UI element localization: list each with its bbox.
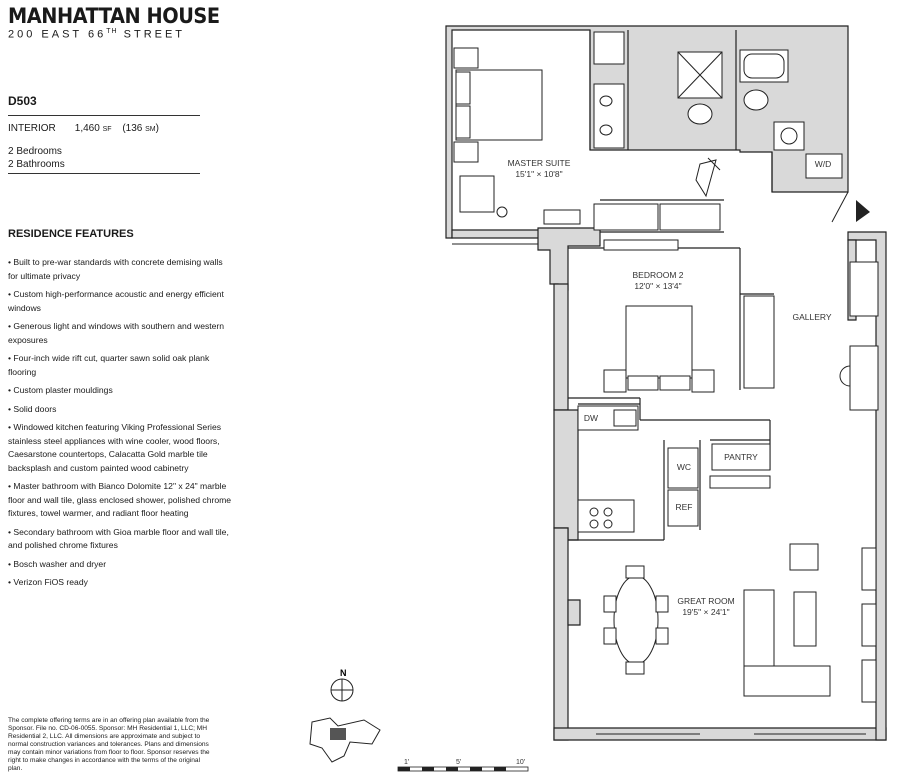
address-ordinal: TH <box>106 28 118 35</box>
feature-item: • Solid doors <box>8 403 233 417</box>
bathroom-count: 2 Bathrooms <box>8 159 65 170</box>
address-main: 200 EAST 66 <box>8 28 107 41</box>
room-gallery: GALLERY <box>792 312 832 322</box>
scale-tick: 1' <box>404 759 410 766</box>
feature-item: • Built to pre-war standards with concrete demising walls for ultimate privacy <box>8 256 233 283</box>
bedroom2-furniture <box>604 240 714 392</box>
room-great-room-dims: 19'5" × 24'1" <box>682 607 730 617</box>
scale-bar <box>398 759 528 771</box>
feature-item: • Custom high-performance acoustic and energy efficient windows <box>8 288 233 315</box>
room-bedroom-2-dims: 12'0" × 13'4" <box>634 281 682 291</box>
scale-tick: 5' <box>456 759 462 766</box>
room-great-room: GREAT ROOM <box>677 596 735 606</box>
label-refrigerator: REF <box>675 502 693 512</box>
address-tail: STREET <box>117 28 186 41</box>
room-master-suite: MASTER SUITE <box>507 158 571 168</box>
scale-tick: 10' <box>516 759 526 766</box>
feature-item: • Bosch washer and dryer <box>8 558 233 572</box>
great-room-furniture <box>604 346 878 702</box>
area-sf-unit: SF <box>102 126 112 133</box>
area-sm: (136 <box>122 123 143 134</box>
feature-item: • Secondary bathroom with Gioa marble floor and wall tile, and polished chrome fixtures <box>8 526 233 553</box>
label-pantry: PANTRY <box>724 452 758 462</box>
feature-item: • Windowed kitchen featuring Viking Professional Series stainless steel appliances with wine cooler, wood floors, Caesarstone countertops, Calacatta Gold marble tile backsplash and custom painted wood cabinetry <box>8 421 233 475</box>
building-name: MANHATTAN HOUSE <box>8 4 220 28</box>
room-master-suite-dims: 15'1" × 10'8" <box>515 169 563 179</box>
unit-name: D503 <box>8 94 37 108</box>
key-plan-unit <box>330 728 346 740</box>
entry-arrow-icon <box>856 200 870 222</box>
north-compass <box>331 668 353 701</box>
entry-door <box>832 192 848 222</box>
feature-item: • Custom plaster mouldings <box>8 384 233 398</box>
area-sm-close: ) <box>155 123 159 134</box>
feature-item: • Verizon FiOS ready <box>8 576 233 590</box>
area-sf: 1,460 <box>74 123 100 134</box>
area-sm-unit: SM <box>145 126 156 133</box>
label-dishwasher: DW <box>583 413 599 423</box>
north-label: N <box>340 668 347 678</box>
interior-label: INTERIOR <box>8 123 56 134</box>
label-wine-cooler: WC <box>676 462 692 472</box>
features-title: RESIDENCE FEATURES <box>8 228 134 240</box>
legal-disclaimer: The complete offering terms are in an offering plan available from the Sponsor. File no. CD-06-0055. Sponsor: MH Residential 1, LLC; MH Residential 2, LLC. All dimensions are approximate and subject to normal construction variances and tolerances. Plans and dimensions may contain minor variations from floor to floor. Sponsor reserves the right to make changes in accordance with the terms of the original plan. <box>8 717 210 772</box>
feature-item: • Master bathroom with Bianco Dolomite 12" x 24" marble floor and wall tile, glass enclosed shower, polished chrome fixtures, towel warmer, and radiant floor heating <box>8 480 233 521</box>
bedroom-count: 2 Bedrooms <box>8 146 62 157</box>
feature-item: • Four-inch wide rift cut, quarter sawn solid oak plank flooring <box>8 352 233 379</box>
kitchen <box>578 406 770 532</box>
label-washer-dryer: W/D <box>814 159 832 169</box>
feature-item: • Generous light and windows with southern and western exposures <box>8 320 233 347</box>
room-bedroom-2: BEDROOM 2 <box>632 270 684 280</box>
